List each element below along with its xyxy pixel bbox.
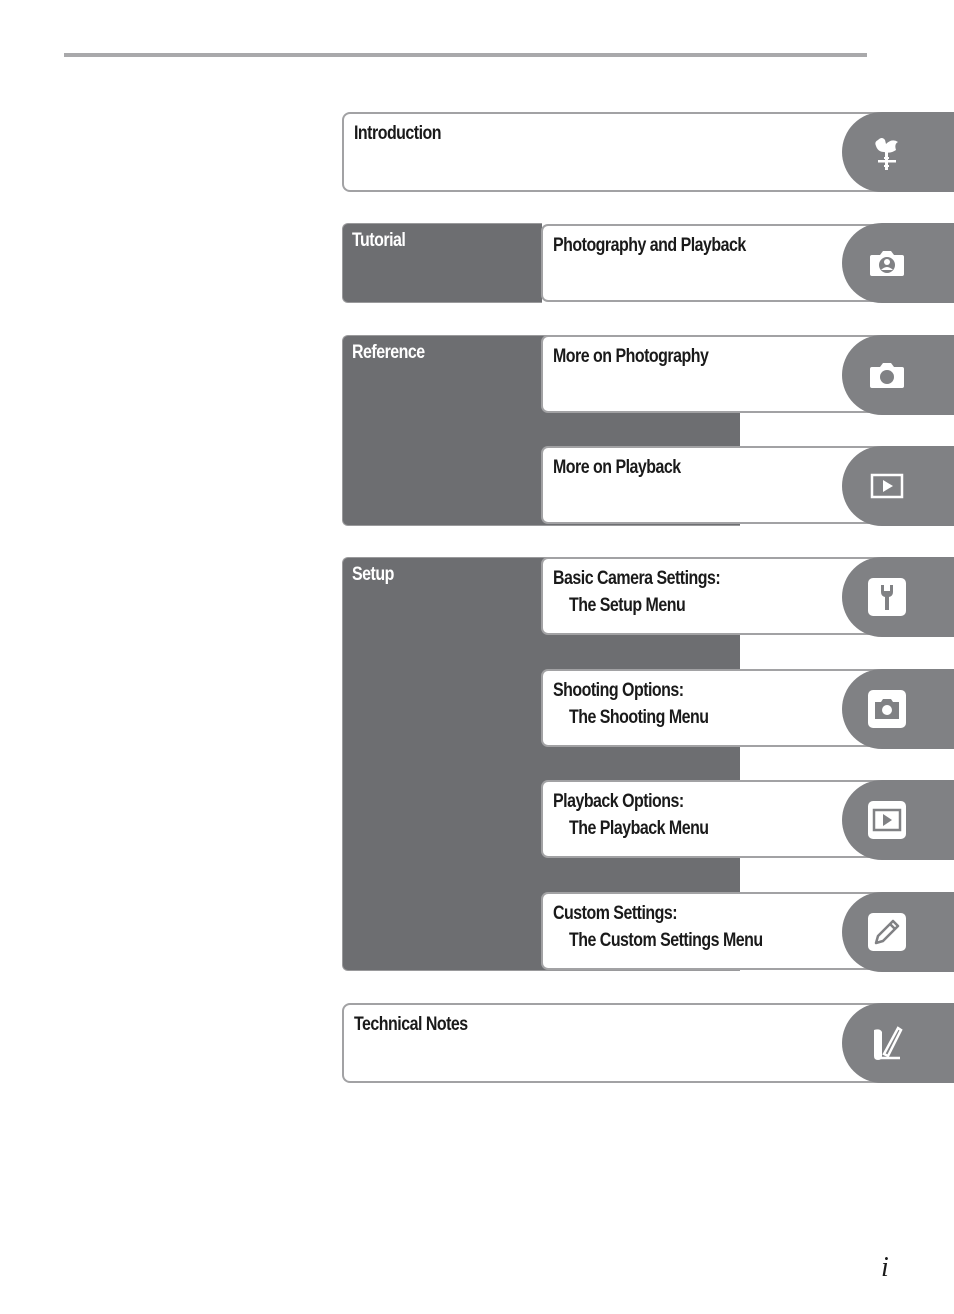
chapter-title: More on Photography <box>553 346 709 367</box>
chapter-subtitle: The Custom Settings Menu <box>569 930 763 951</box>
camera-icon <box>867 689 907 729</box>
quill-icon <box>870 1024 904 1062</box>
tutorial-tab[interactable] <box>842 223 954 303</box>
setup-label: Setup <box>352 564 394 585</box>
tutorial-section <box>342 223 542 303</box>
technical-notes-tab[interactable] <box>842 1003 954 1083</box>
pencil-icon <box>867 912 907 952</box>
playback-icon <box>867 800 907 840</box>
chapter-subtitle: The Shooting Menu <box>569 707 709 728</box>
chapter-title: Basic Camera Settings: <box>553 568 721 589</box>
technical-notes-label: Technical Notes <box>354 1014 468 1035</box>
setup-menu-tab[interactable] <box>842 557 954 637</box>
reference-label: Reference <box>352 342 425 363</box>
playback-menu-tab[interactable] <box>842 780 954 860</box>
chapter-subtitle: The Setup Menu <box>569 595 686 616</box>
wrench-icon <box>867 577 907 617</box>
introduction-tab[interactable] <box>842 112 954 192</box>
chapter-title: Playback Options: <box>553 791 684 812</box>
chapter-title: Shooting Options: <box>553 680 684 701</box>
top-rule <box>64 53 867 57</box>
shooting-menu-tab[interactable] <box>842 669 954 749</box>
playback-icon <box>870 472 904 500</box>
reference-playback-tab[interactable] <box>842 446 954 526</box>
reference-photo-tab[interactable] <box>842 335 954 415</box>
introduction-label: Introduction <box>354 123 442 144</box>
chapter-title: More on Playback <box>553 457 681 478</box>
chapter-subtitle: The Playback Menu <box>569 818 709 839</box>
camera-icon <box>868 360 906 390</box>
page-number: i <box>881 1252 889 1283</box>
custom-settings-tab[interactable] <box>842 892 954 972</box>
tutorial-label: Tutorial <box>352 230 406 251</box>
chapter-title: Photography and Playback <box>553 235 746 256</box>
chapter-title: Custom Settings: <box>553 903 678 924</box>
weathervane-icon <box>870 132 904 172</box>
auto-camera-icon <box>868 248 906 278</box>
